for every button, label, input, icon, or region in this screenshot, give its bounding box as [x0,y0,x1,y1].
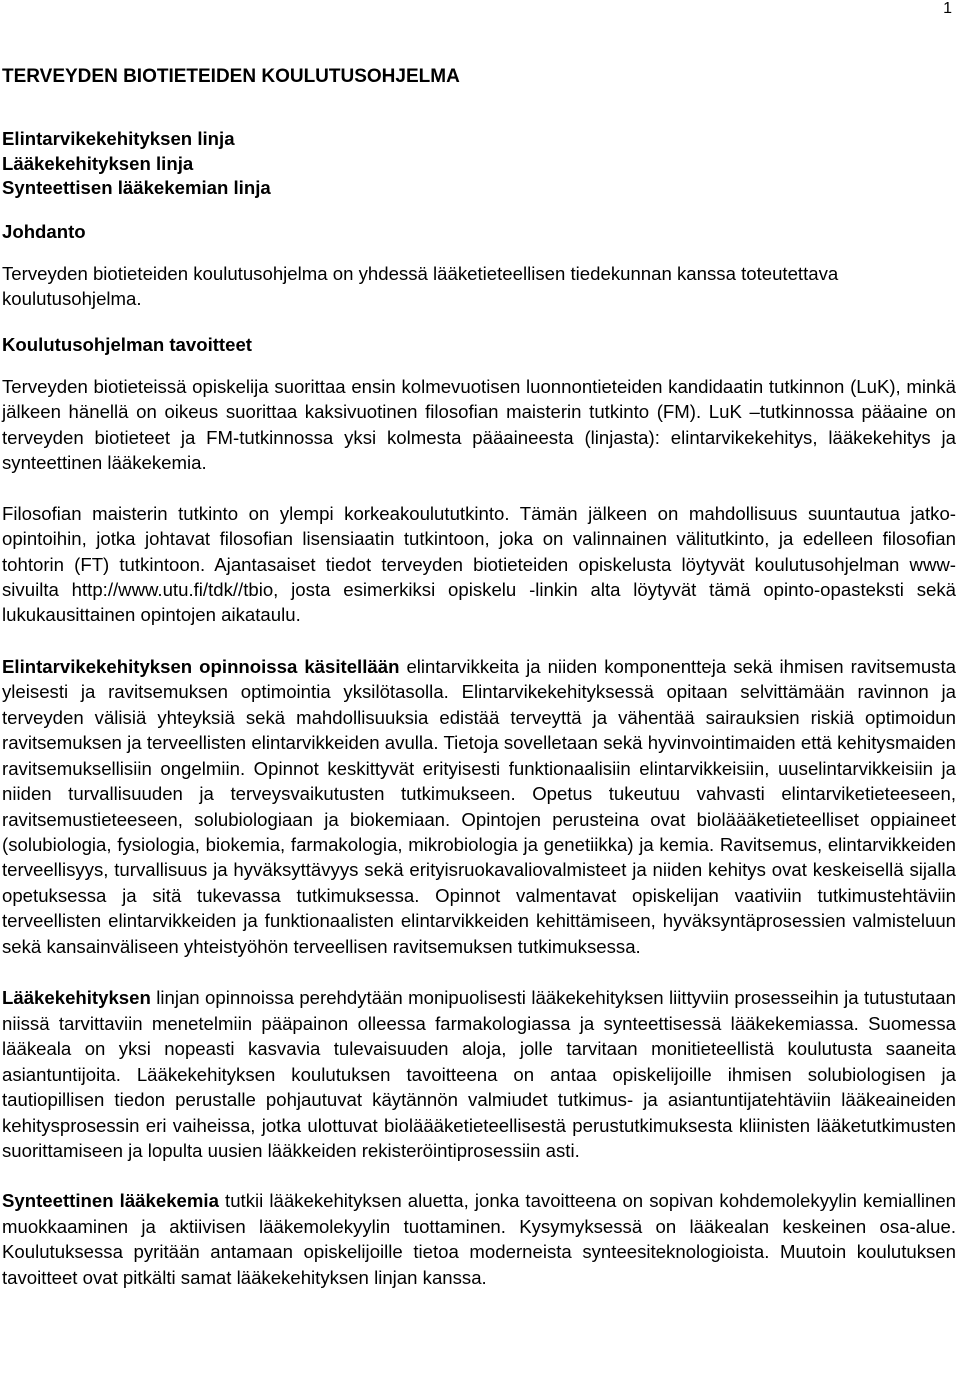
program-line-food: Elintarvikekehityksen linja [2,128,235,149]
goals-heading: Koulutusohjelman tavoitteet [2,333,252,355]
drug-development-paragraph [2,985,956,1163]
synthetic-chemistry-lead: Synteettinen lääkekemia [2,1190,219,1212]
intro-heading: Johdanto [2,220,86,242]
document-title: TERVEYDEN BIOTIETEIDEN KOULUTUSOHJELMA [2,66,460,87]
food-development-text: elintarvikkeita ja niiden komponentteja sekä ihmisen ravitsemusta yleisesti ja ravitsemuksen optimointia yksilötasolla. Elintarvikekehityksessä opitaan selvittämään ravinnon ja terveyden välisiä yhteyksiä sekä mahdollisuuksia edistää terveyttä ja vähentää sairauksien riskiä optimoidun ravitsemuksen ja terveellisten elintarvikkeiden avulla. Tietoja sovelletaan sekä hyvinvointimaiden että kehitysmaiden ravitsemuksellisiin ongelmiin. Opinnot keskittyvät erityisesti funktionaalisiin elintarvikkeisiin, uuselintarvikkeisiin ja niiden turvallisuuden ja terveysvaikutusten tutkimukseen. Opetus tukeutuu vahvasti elintarviketieteeseen, ravitsemustieteeseen, solubiologiaan ja biokemiaan. Opintojen perusteina ovat bioläääketieteelliset oppiaineet (solubiologia, fysiologia, biokemia, farmakologia, mikrobiologia ja genetiikka) ja kemia. Ravitsemus, elintarvikkeiden terveellisyys, turvallisuus ja hyväksyttävyys sekä erityisruokavaliovalmisteet ja niiden kehitys ovat keskeisellä sijalla opetuksessa ja sitä tukevassa tutkimuksessa. Opinnot valmentavat opiskelijan vaativiin tutkimustehtäviin terveellisten elintarvikkeiden ja funktionaalisten elintarvikkeiden kehittämiseen, hyväksyntäprosessien valmisteluun sekä kansainväliseen yhteistyöhön terveellisen ravitsemuksen tutkimuksessa. [2,655,956,957]
drug-development-lead: Lääkekehityksen [2,987,151,1009]
food-development-lead: Elintarvikekehityksen opinnoissa käsitellään [2,655,400,677]
further-studies-paragraph: Filosofian maisterin tutkinto on ylempi korkeakoulututkinto. Tämän jälkeen on mahdollisuus suuntautua jatko-opintoihin, jotka johtavat filosofian lisensiaatin tutkintoon, joka on valinnainen välitutkinto, ja edelleen filosofian tohtorin (FT) tutkintoon. Ajantasaiset tiedot terveyden biotieteiden opiskelusta löytyvät koulutusohjelman www-sivuilta http://www.utu.fi/tdk//tbio, josta esimerkiksi opiskelu -linkin alta löytyvät tämä opinto-opasteksti sekä lukukausittainen opintojen aikataulu. [2,502,956,626]
document-content [2,64,956,1290]
intro-text: Terveyden biotieteiden koulutusohjelma on yhdessä lääketieteellisen tiedekunnan kanssa toteutettava koulutusohjelma. [2,262,839,309]
program-line-drug: Lääkekehityksen linja [2,152,194,174]
program-line-synthetic: Synteettisen lääkekemian linja [2,177,271,199]
program-lines-list [2,127,956,201]
drug-development-text: linjan opinnoissa perehdytään monipuolisesti lääkekehityksen liittyviin prosesseihin ja tutustutaan niissä tarvittaviin menetelmiin pääpainon olleessa farmakologiassa ja synteettisessä lääkekemiassa. Suomessa lääkeala on yksi nopeasti kasvavia tulevaisuuden aloja, jolle tarvitaan monitieteellistä koulutusta saaneita asiantuntijoita. Lääkekehityksen koulutuksen tavoitteena on antaa opiskelijoille ihmisen solubiologisen ja tautiopillisen tiedon perustalle pohjautuvat käytännön valmiudet tutkimus- ja asiantuntijatehtäviin lääkeaineiden kehitysprosessin eri vaiheissa, jotka ulottuvat bioläääketieteellisestä perustutkimuksesta kliinisten lääketutkimusten suorittamiseen ja lopulta uusien lääkkeiden rekisteröintiprosessiin asti. [2,987,956,1162]
food-development-paragraph [2,654,956,959]
degree-structure-paragraph: Terveyden biotieteissä opiskelija suorittaa ensin kolmevuotisen luonnontieteiden kandidaatin tutkinnon (LuK), minkä jälkeen hänellä on oikeus suorittaa kaksivuotinen filosofian maisterin tutkinto (FM). LuK –tutkinnossa pääaine on terveyden biotieteet ja FM-tutkinnossa yksi kolmesta pääaineesta (linjasta): elintarvikekehitys, lääkekehitys ja synteettinen lääkekemia. [2,375,956,474]
page-number: 1 [943,0,952,17]
synthetic-chemistry-text: tutkii lääkekehityksen aluetta, jonka tavoitteena on sopivan kohdemolekyylin kemiallinen muokkaaminen ja aktiivisen lääkemolekyylin tuottaminen. Kysymyksessä on lääkealan keskeinen osa-alue. Koulutuksessa pyritään antamaan opiskelijoille tietoa moderneista synteesiteknologioista. Muutoin koulutuksen tavoitteet ovat pitkälti samat lääkekehityksen linjan kanssa. [2,1190,956,1288]
synthetic-chemistry-paragraph [2,1188,956,1290]
